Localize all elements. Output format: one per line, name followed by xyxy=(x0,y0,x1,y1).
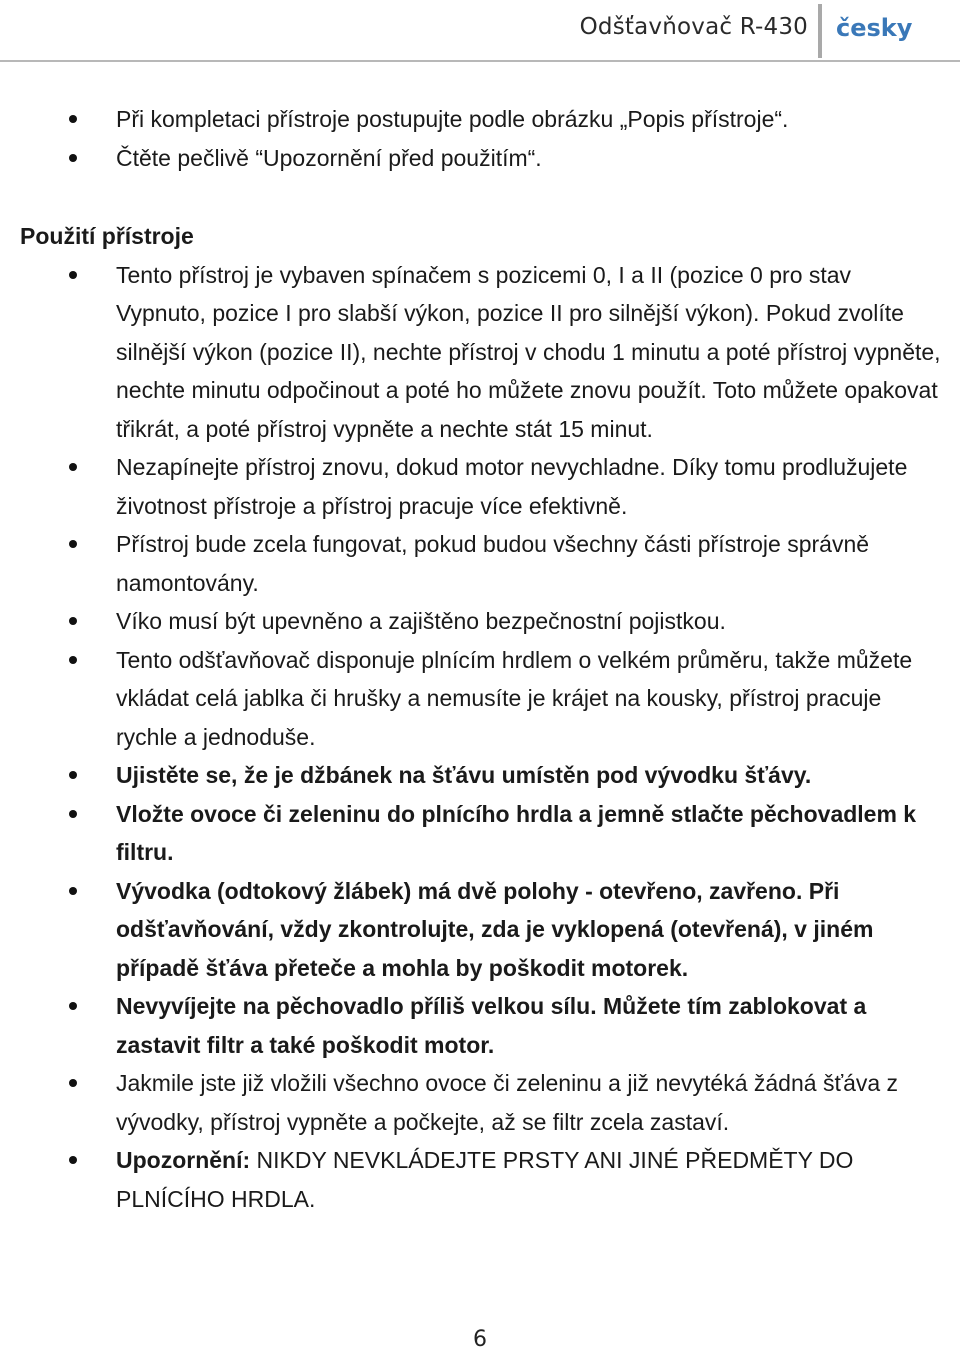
list-item-bold: Vložte ovoce či zeleninu do plnícího hrdla a jemně stlačte pěchovadlem k filtru. xyxy=(20,795,945,872)
list-item-bold: Vývodka (odtokový žlábek) má dvě polohy - otevřeno, zavřeno. Při odšťavňování, vždy zkontrolujte, zda je vyklopená (otevřená), v jiném případě šťáva přeteče a mohla by poškodit motorek. xyxy=(20,872,945,988)
intro-list xyxy=(20,100,945,177)
header-language: česky xyxy=(836,14,913,42)
list-item: Víko musí být upevněno a zajištěno bezpečnostní pojistkou. xyxy=(20,602,945,641)
section-heading: Použití přístroje xyxy=(20,223,194,249)
header-rule xyxy=(0,60,960,62)
list-item-bold: Ujistěte se, že je džbánek na šťávu umístěn pod vývodku šťávy. xyxy=(20,756,945,795)
warning-label: Upozornění: xyxy=(116,1147,251,1173)
list-item: Tento přístroj je vybaven spínačem s pozicemi 0, I a II (pozice 0 pro stav Vypnuto, pozice I pro slabší výkon, pozice II pro silnější výkon). Pokud zvolíte silnější výkon (pozice II), nechte přístroj v chodu 1 minutu a poté přístroj vypněte, nechte minutu odpočinout a poté ho můžete znovu použít. Toto můžete opakovat třikrát, a poté přístroj vypněte a nechte stát 15 minut. xyxy=(20,256,945,449)
document-body xyxy=(20,100,945,1218)
list-item: Jakmile jste již vložili všechno ovoce či zeleninu a již nevytéká žádná šťáva z vývodky, přístroj vypněte a počkejte, až se filtr zcela zastaví. xyxy=(20,1064,945,1141)
list-item: Při kompletaci přístroje postupujte podle obrázku „Popis přístroje“. xyxy=(20,100,945,139)
list-item-bold: Nevyvíjejte na pěchovadlo příliš velkou sílu. Můžete tím zablokovat a zastavit filtr a také poškodit motor. xyxy=(20,987,945,1064)
usage-list xyxy=(20,256,945,1219)
list-item: Čtěte pečlivě “Upozornění před použitím“. xyxy=(20,139,945,178)
list-item: Nezapínejte přístroj znovu, dokud motor nevychladne. Díky tomu prodlužujete životnost přístroje a přístroj pracuje více efektivně. xyxy=(20,448,945,525)
list-item: Přístroj bude zcela fungovat, pokud budou všechny části přístroje správně namontovány. xyxy=(20,525,945,602)
header-model-title: Odšťavňovač R-430 xyxy=(579,14,808,40)
warning-item xyxy=(20,1141,945,1218)
header-separator xyxy=(818,4,822,58)
page-number: 6 xyxy=(473,1327,487,1352)
list-item: Tento odšťavňovač disponuje plnícím hrdlem o velkém průměru, takže můžete vkládat celá jablka či hrušky a nemusíte je krájet na kousky, přístroj pracuje rychle a jednoduše. xyxy=(20,641,945,757)
warning-text: NIKDY NEVKLÁDEJTE PRSTY ANI JINÉ PŘEDMĚTY DO PLNÍCÍHO HRDLA. xyxy=(116,1147,854,1212)
